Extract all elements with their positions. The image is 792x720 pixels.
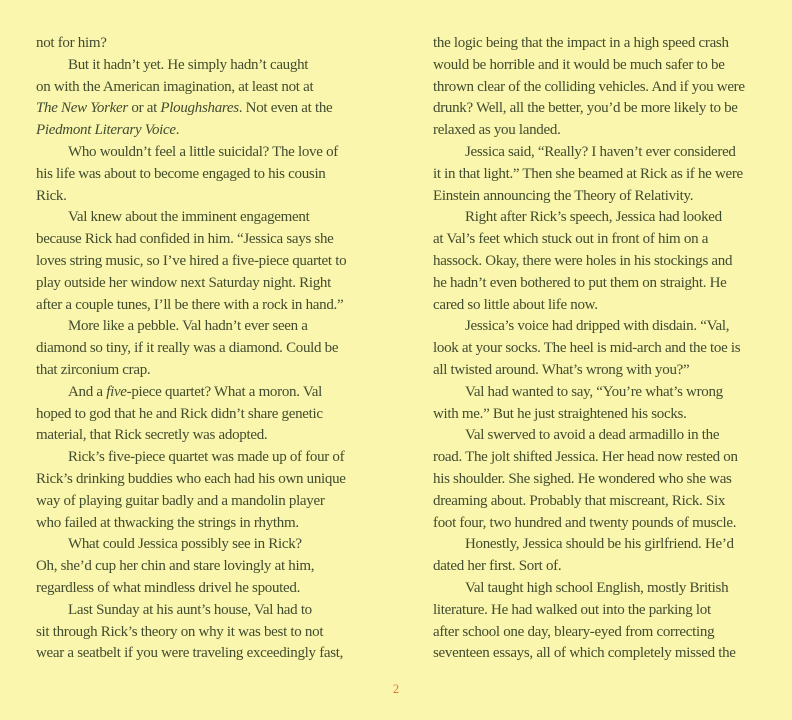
text-line: not for him? — [36, 35, 107, 51]
text-line: And a five-piece quartet? What a moron. Val — [68, 383, 322, 400]
text-line: at Val’s feet which stuck out in front of him on a — [433, 231, 709, 248]
text-line: he hadn’t even bothered to put them on straight. He — [433, 274, 727, 291]
text-line: way of playing guitar badly and a mandolin player — [36, 492, 325, 509]
text-line: the logic being that the impact in a high speed crash — [433, 35, 729, 51]
text-line: Last Sunday at his aunt’s house, Val had to — [68, 601, 312, 618]
text-line: drunk? Well, all the better, you’d be more likely to be — [433, 100, 738, 117]
text-line: Val knew about the imminent engagement — [68, 209, 310, 226]
text-line: all twisted around. What’s wrong with you?” — [433, 361, 690, 378]
text-line: his life was about to become engaged to his cousin — [36, 165, 326, 182]
text-line: because Rick had confided in him. “Jessica says she — [36, 231, 334, 248]
text-line: Rick’s drinking buddies who each had his own unique — [36, 470, 346, 487]
text-line: cared so little about life now. — [433, 296, 598, 313]
text-line: Oh, she’d cup her chin and stare lovingly at him, — [36, 558, 315, 575]
text-line: his shoulder. She sighed. He wondered who she was — [433, 470, 732, 487]
text-line: What could Jessica possibly see in Rick? — [68, 536, 302, 553]
text-line: loves string music, so I’ve hired a five-piece quartet to — [36, 252, 347, 269]
text-line: More like a pebble. Val hadn’t ever seen a — [68, 318, 308, 335]
text-line: Rick’s five-piece quartet was made up of four of — [68, 449, 345, 466]
text-line: hoped to god that he and Rick didn’t share genetic — [36, 405, 323, 422]
text-column-left — [36, 33, 396, 665]
text-line: Piedmont Literary Voice. — [36, 122, 180, 139]
text-column-right — [433, 33, 765, 665]
text-line: Einstein announcing the Theory of Relativity. — [433, 187, 694, 204]
text-line: on with the American imagination, at least not at — [36, 78, 314, 95]
text-line: thrown clear of the colliding vehicles. And if you were — [433, 78, 745, 95]
text-line: dreaming about. Probably that miscreant, Rick. Six — [433, 492, 726, 509]
text-line: Honestly, Jessica should be his girlfriend. He’d — [465, 536, 734, 553]
text-line: Jessica’s voice had dripped with disdain. “Val, — [465, 318, 730, 335]
text-line: material, that Rick secretly was adopted. — [36, 427, 268, 444]
text-line: sit through Rick’s theory on why it was best to not — [36, 623, 324, 640]
text-line: it in that light.” Then she beamed at Rick as if he were — [433, 165, 743, 182]
text-line: would be horrible and it would be much safer to be — [433, 56, 725, 73]
text-line: hassock. Okay, there were holes in his stockings and — [433, 252, 733, 269]
text-line: wear a seatbelt if you were traveling exceedingly fast, — [36, 645, 344, 662]
text-line: with me.” But he just straightened his socks. — [433, 405, 687, 422]
text-line: after a couple tunes, I’ll be there with a rock in hand.” — [36, 296, 344, 313]
text-line: Val had wanted to say, “You’re what’s wrong — [465, 383, 723, 400]
text-line: relaxed as you landed. — [433, 122, 561, 139]
text-line: play outside her window next Saturday night. Right — [36, 274, 331, 291]
text-line: look at your socks. The heel is mid-arch and the toe is — [433, 340, 741, 357]
text-line: literature. He had walked out into the parking lot — [433, 601, 711, 618]
text-line: Right after Rick’s speech, Jessica had looked — [465, 209, 722, 226]
page-number: 2 — [392, 682, 400, 696]
text-line: seventeen essays, all of which completely missed the — [433, 645, 736, 662]
text-line: But it hadn’t yet. He simply hadn’t caught — [68, 56, 309, 73]
text-line: road. The jolt shifted Jessica. Her head now rested on — [433, 449, 738, 466]
text-line: The New Yorker or at Ploughshares. Not even at the — [36, 100, 333, 117]
text-line: dated her first. Sort of. — [433, 558, 562, 575]
text-line: Val swerved to avoid a dead armadillo in the — [465, 427, 720, 444]
text-line: after school one day, bleary-eyed from correcting — [433, 623, 715, 640]
text-line: who failed at thwacking the strings in rhythm. — [36, 514, 299, 531]
text-line: Jessica said, “Really? I haven’t ever considered — [465, 143, 736, 160]
text-line: Val taught high school English, mostly British — [465, 579, 729, 596]
text-line: Who wouldn’t feel a little suicidal? The love of — [68, 143, 338, 160]
text-line: foot four, two hundred and twenty pounds of muscle. — [433, 514, 737, 531]
text-line: regardless of what mindless drivel he spouted. — [36, 579, 301, 596]
text-line: that zirconium crap. — [36, 361, 151, 378]
text-line: Rick. — [36, 187, 67, 204]
text-line: diamond so tiny, if it really was a diamond. Could be — [36, 340, 339, 357]
